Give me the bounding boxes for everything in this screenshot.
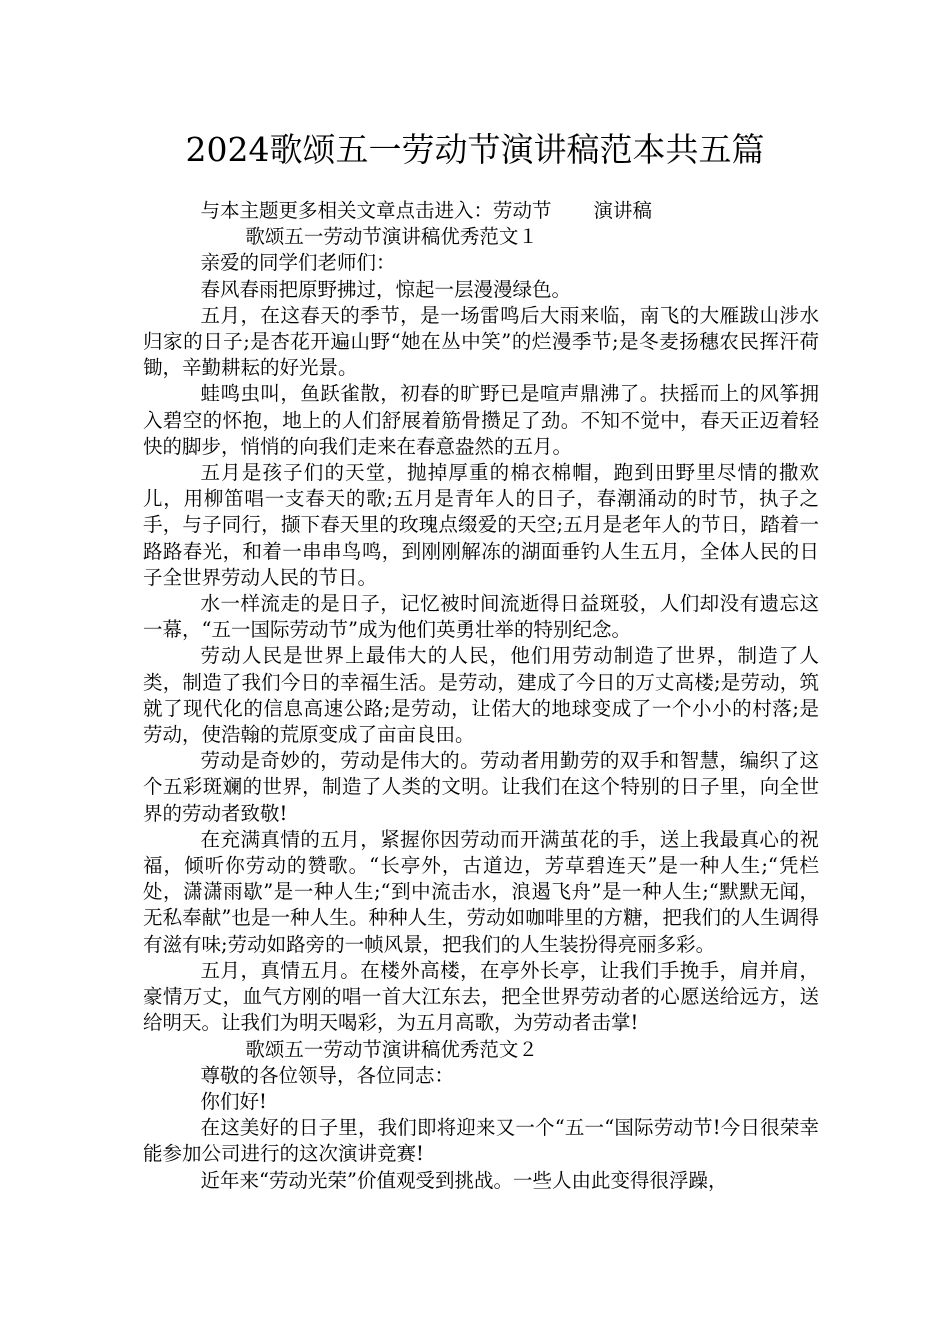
paragraph: 近年来“劳动光荣”价值观受到挑战。一些人由此变得很浮躁， [200, 1168, 728, 1192]
related-links-line [143, 198, 819, 224]
paragraph: 水一样流走的是日子，记忆被时间流逝得日益斑驳，人们却没有遗忘这一幕，“五一国际劳动节”成为他们英勇壮举的特别纪念。 [143, 592, 819, 642]
paragraph: 蛙鸣虫叫，鱼跃雀散，初春的旷野已是喧声鼎沸了。扶摇而上的风筝拥入碧空的怀抱，地上的人们舒展着筋骨攒足了劲。不知不觉中，春天正迈着轻快的脚步，悄悄的向我们走来在春意盎然的五月。 [143, 382, 819, 458]
paragraph: 春风春雨把原野拂过，惊起一层漫漫绿色。 [200, 277, 572, 301]
paragraph: 劳动是奇妙的，劳动是伟大的。劳动者用勤劳的双手和智慧，编织了这个五彩斑斓的世界，制造了人类的文明。让我们在这个特别的日子里，向全世界的劳动者致敬! [143, 749, 819, 825]
paragraph: 劳动人民是世界上最伟大的人民，他们用劳动制造了世界，制造了人类，制造了我们今日的幸福生活。是劳动，建成了今日的万丈高楼;是劳动，筑就了现代化的信息高速公路;是劳动，让偌大的地球变成了一个小小的村落;是劳动，使浩翰的荒原变成了亩亩良田。 [143, 644, 819, 747]
document-title: 2024歌颂五一劳动节演讲稿范本共五篇 [185, 130, 765, 169]
paragraph: 五月是孩子们的天堂，抛掉厚重的棉衣棉帽，跑到田野里尽情的撒欢儿，用柳笛唱一支春天的歌;五月是青年人的日子，春潮涌动的时节，执子之手，与子同行，撷下春天里的玫瑰点缀爱的天空;五月是老年人的节日，踏着一路路春光，和着一串串鸟鸣，到刚刚解冻的湖面垂钓人生五月，全体人民的日子全世界劳动人民的节日。 [143, 461, 819, 589]
related-prefix: 与本主题更多相关文章点击进入： [200, 199, 494, 222]
salutation: 亲爱的同学们老师们： [200, 251, 396, 275]
salutation: 尊敬的各位领导，各位同志： [200, 1063, 455, 1087]
related-link-speech[interactable]: 演讲稿 [593, 199, 653, 222]
paragraph: 五月，真情五月。在楼外高楼，在亭外长亭，让我们手挽手，肩并肩，豪情万丈，血气方刚的唱一首大江东去，把全世界劳动者的心愿送给远方，送给明天。让我们为明天喝彩，为五月高歌，为劳动者击掌! [143, 958, 819, 1035]
section-heading-1: 歌颂五一劳动节演讲稿优秀范文１ [245, 225, 538, 249]
paragraph: 五月，在这春天的季节，是一场雷鸣后大雨来临，南飞的大雁跋山涉水归家的日子;是杏花开遍山野“她在丛中笑”的烂漫季节;是冬麦扬穗农民挥汗荷锄，辛勤耕耘的好光景。 [143, 303, 819, 380]
paragraph: 在充满真情的五月，紧握你因劳动而开满茧花的手，送上我最真心的祝福，倾听你劳动的赞歌。“长亭外，古道边，芳草碧连天”是一种人生;“凭栏处，潇潇雨歇”是一种人生;“到中流击水，浪遏飞舟”是一种人生;“默默无闻，无私奉献”也是一种人生。种种人生，劳动如咖啡里的方糖，把我们的人生调得有滋有味;劳动如路旁的一帧风景，把我们的人生装扮得亮丽多彩。 [143, 827, 819, 956]
document-body [143, 198, 819, 1194]
section-heading-2: 歌颂五一劳动节演讲稿优秀范文２ [245, 1037, 538, 1061]
paragraph: 在这美好的日子里，我们即将迎来又一个“五一“国际劳动节!今日很荣幸能参加公司进行的这次演讲竞赛! [143, 1116, 819, 1166]
related-link-labor-day[interactable]: 劳动节 [493, 199, 552, 222]
greeting: 你们好! [200, 1089, 267, 1113]
